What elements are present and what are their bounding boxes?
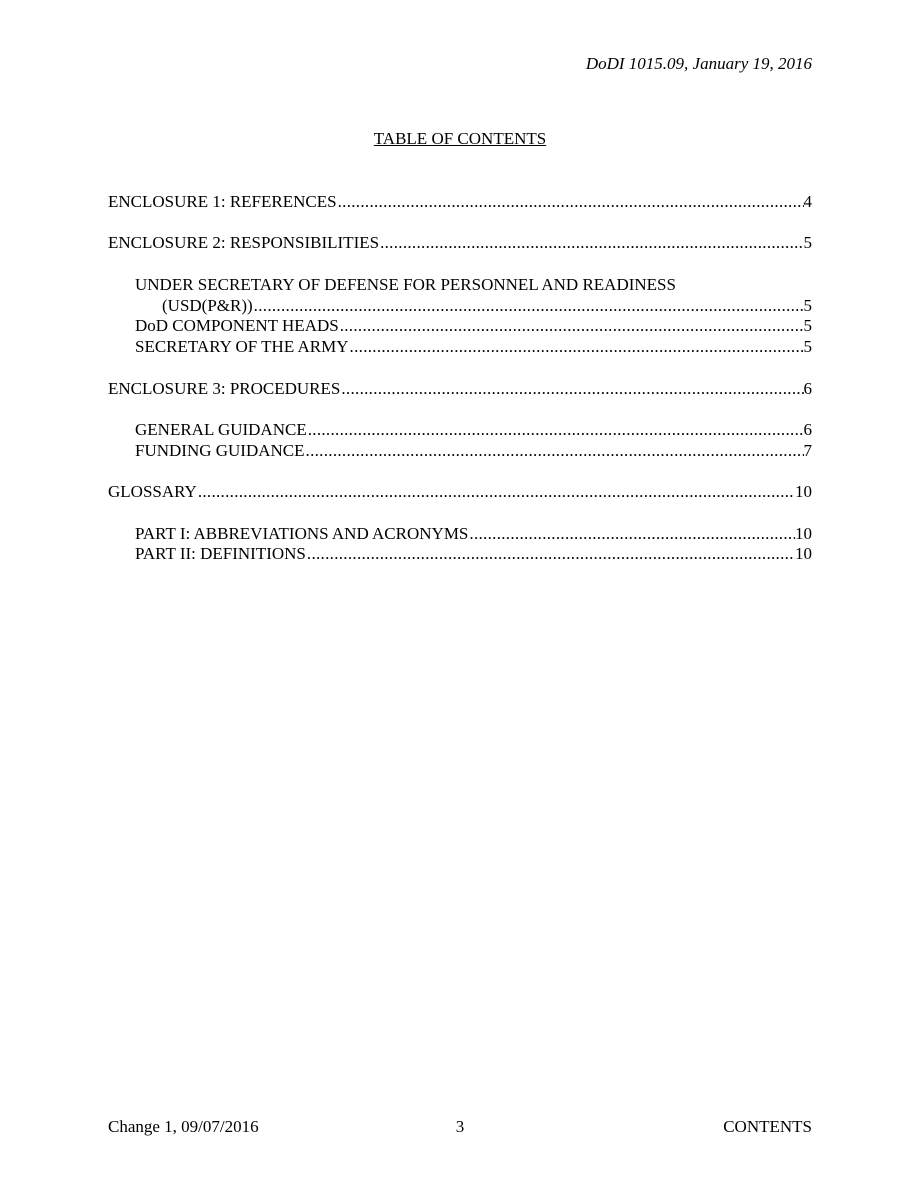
toc-entry-usd-line1[interactable]: UNDER SECRETARY OF DEFENSE FOR PERSONNEL AND READINESS [135,274,676,294]
toc-entry-label: PART I: ABBREVIATIONS AND ACRONYMS [135,523,469,543]
toc-entry-enclosure-3[interactable] [108,379,812,400]
dot-leader [338,192,804,213]
toc-title: TABLE OF CONTENTS [373,129,547,148]
toc-entry-label: ENCLOSURE 3: PROCEDURES [108,378,341,398]
toc-entry-secretary-army[interactable] [108,337,812,358]
footer-change-note: Change 1, 09/07/2016 [108,1117,259,1136]
dot-leader [306,441,804,462]
toc-entry-general-guidance[interactable] [108,420,812,441]
toc-entry-label: (USD(P&R)) [162,295,253,315]
toc-entry-page: 10 [795,482,812,502]
toc-entry-page: 5 [803,233,812,253]
toc-entry-page: 6 [803,420,812,439]
toc-entry-glossary[interactable] [108,482,812,503]
toc-entry-page: 5 [803,316,812,336]
toc-entry-page: 10 [795,544,812,564]
dot-leader [380,233,803,254]
toc-entry-page: 4 [803,192,812,211]
toc-entry-label: PART II: DEFINITIONS [135,544,306,564]
toc-entry-dod-component-heads[interactable] [108,316,812,337]
toc-entry-label: ENCLOSURE 2: RESPONSIBILITIES [108,233,380,253]
toc-entry-label: GLOSSARY [108,482,197,502]
toc-entry-part-1[interactable] [108,524,812,545]
dot-leader [307,544,795,565]
toc-entry-part-2[interactable] [108,544,812,565]
toc-entry-label: GENERAL GUIDANCE [135,420,307,439]
toc-entry-label: DoD COMPONENT HEADS [135,316,339,336]
toc-entry-page: 7 [803,440,812,460]
dot-leader [350,337,804,358]
footer-section-label: CONTENTS [723,1117,812,1136]
toc-entry-enclosure-1[interactable] [108,192,812,213]
document-header: DoDI 1015.09, January 19, 2016 [585,54,812,73]
toc-entry-label: FUNDING GUIDANCE [135,440,305,460]
dot-leader [198,482,795,503]
toc-entry-page: 5 [803,295,812,315]
dot-leader [340,316,804,337]
dot-leader [254,296,804,317]
dot-leader [308,420,804,441]
toc-entry-usd[interactable] [108,296,812,317]
toc-entry-label: ENCLOSURE 1: REFERENCES [108,192,337,211]
dot-leader [469,524,795,545]
dot-leader [341,379,803,400]
toc-entry-label: SECRETARY OF THE ARMY [135,337,349,357]
table-of-contents [108,192,812,565]
toc-entry-page: 6 [803,378,812,398]
toc-entry-page: 10 [795,523,812,543]
toc-entry-page: 5 [803,337,812,357]
toc-entry-funding-guidance[interactable] [108,441,812,462]
toc-entry-enclosure-2[interactable] [108,233,812,254]
footer-page-number: 3 [455,1117,465,1136]
